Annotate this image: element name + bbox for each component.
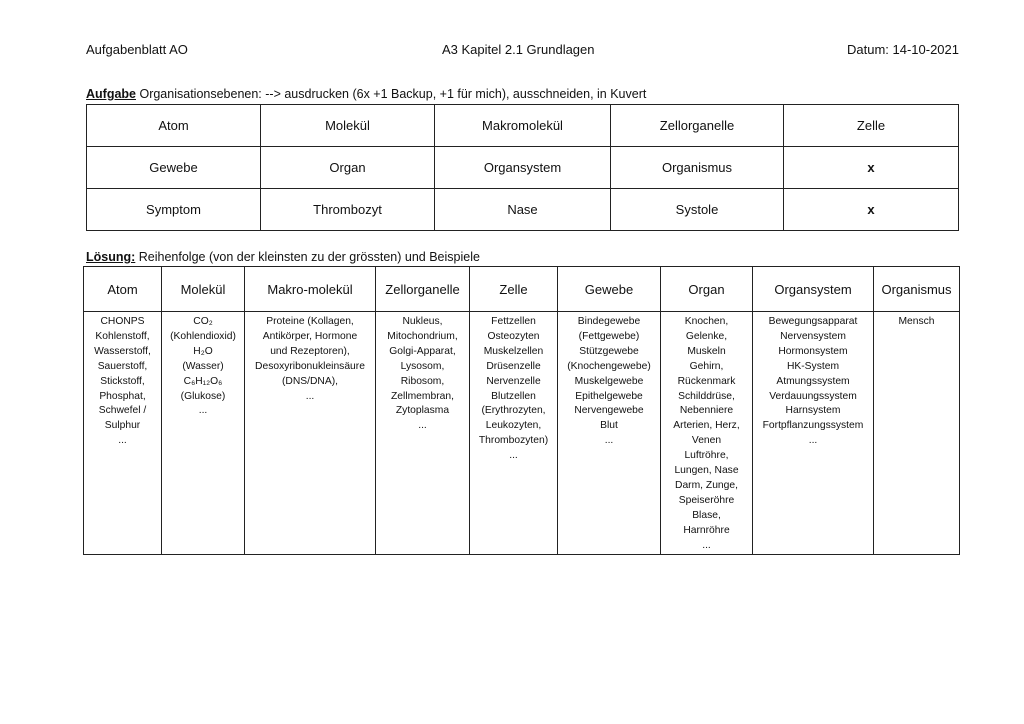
task-caption <box>86 87 646 101</box>
solution-header-cell: Organsystem <box>753 267 874 312</box>
example-line: Thrombozyten) <box>478 435 549 447</box>
example-line: Blut <box>600 420 618 432</box>
solution-header-cell: Organismus <box>874 267 960 312</box>
solution-examples-cell <box>753 312 874 555</box>
task-cell: Zellorganelle <box>611 105 784 147</box>
solution-examples-cell <box>470 312 558 555</box>
solution-examples-cell <box>558 312 661 555</box>
example-line: und Rezeptoren), <box>270 345 350 357</box>
example-line: Bewegungsapparat <box>768 316 858 327</box>
example-line: HK-System <box>786 360 840 372</box>
example-line: C₆H₁₂O₆ <box>183 375 223 387</box>
example-line: Nervenzelle <box>486 375 541 387</box>
task-cell: Nase <box>435 189 611 231</box>
example-line: Nervensystem <box>780 330 846 342</box>
solution-examples-cell <box>376 312 470 555</box>
header-title: Aufgabenblatt AO <box>86 42 188 57</box>
task-row <box>87 189 959 231</box>
task-cell: Thrombozyt <box>261 189 435 231</box>
task-cell: Organsystem <box>435 147 611 189</box>
example-line: Leukozyten, <box>485 420 542 432</box>
solution-header-row <box>84 267 960 312</box>
example-line: ... <box>702 539 711 551</box>
example-line: Nervengewebe <box>574 405 644 417</box>
example-line: ... <box>604 435 614 447</box>
solution-label: Lösung: <box>86 250 136 264</box>
task-row <box>87 147 959 189</box>
example-line: Fortpflanzungssystem <box>762 420 864 432</box>
example-line: (Kohlendioxid) <box>170 330 236 342</box>
example-line: Speiseröhre <box>678 494 735 506</box>
example-line: Schwefel / <box>98 405 147 417</box>
example-line: Verdauungssystem <box>769 390 857 402</box>
solution-header-cell: Zelle <box>470 267 558 312</box>
example-line: (Glukose) <box>180 390 226 402</box>
example-line: Drüsenzelle <box>486 360 541 372</box>
solution-header-cell: Molekül <box>162 267 245 312</box>
example-line: Darm, Zunge, <box>675 479 738 491</box>
example-line: ... <box>118 435 127 447</box>
task-row <box>87 105 959 147</box>
example-line: (Erythrozyten, <box>481 405 546 417</box>
task-cell: Symptom <box>87 189 261 231</box>
example-line: Harnröhre <box>683 524 730 536</box>
example-line: Osteozyten <box>487 330 540 342</box>
example-line: (Wasser) <box>182 360 224 372</box>
example-line: Muskelgewebe <box>574 375 644 387</box>
header-date: Datum: 14-10-2021 <box>846 42 959 57</box>
task-text: Organisationsebenen: --> ausdrucken (6x +1 Backup, +1 für mich), ausschneiden, in Kuvert <box>136 87 647 101</box>
task-cell: Gewebe <box>87 147 261 189</box>
example-line: Epithelgewebe <box>575 390 643 402</box>
example-line: Lungen, Nase <box>674 465 739 477</box>
example-line: Muskeln <box>687 345 726 357</box>
example-line: Zellmembran, <box>391 390 454 402</box>
solution-table <box>83 266 960 555</box>
example-line: Proteine (Kollagen, <box>266 316 354 327</box>
task-cell: Atom <box>87 105 261 147</box>
example-line: Desoxyribonukleinsäure <box>255 360 365 372</box>
task-cell: x <box>784 147 959 189</box>
solution-examples-cell <box>162 312 245 555</box>
example-line: (Knochengewebe) <box>567 360 651 372</box>
example-line: Zytoplasma <box>395 405 450 417</box>
example-line: Knochen, <box>684 316 729 327</box>
example-line: Sulphur <box>104 420 141 432</box>
solution-header-cell: Zellorganelle <box>376 267 470 312</box>
example-line: Bindegewebe <box>577 316 641 327</box>
example-line: Rückenmark <box>677 375 736 387</box>
example-line: Wasserstoff, <box>94 345 151 357</box>
task-cell: x <box>784 189 959 231</box>
example-line: ... <box>418 420 427 432</box>
example-line: Arterien, Herz, <box>673 420 740 432</box>
task-label: Aufgabe <box>86 87 136 101</box>
example-line: Blase, <box>692 509 721 521</box>
solution-header-cell: Organ <box>661 267 753 312</box>
solution-examples-row <box>84 312 960 555</box>
example-line: Gehirn, <box>689 360 724 372</box>
task-cell: Organ <box>261 147 435 189</box>
task-cell: Organismus <box>611 147 784 189</box>
example-line: ... <box>305 390 315 402</box>
solution-examples-cell <box>874 312 960 555</box>
example-line: Blutzellen <box>491 390 536 402</box>
example-line: Stützgewebe <box>579 345 639 357</box>
example-line: Lysosom, <box>400 360 445 372</box>
header-chapter: A3 Kapitel 2.1 Grundlagen <box>442 42 595 57</box>
example-line: Stickstoff, <box>100 375 145 387</box>
solution-text: Reihenfolge (von der kleinsten zu der grössten) und Beispiele <box>135 250 480 264</box>
example-line: ... <box>808 435 818 447</box>
example-line: Luftröhre, <box>684 450 729 462</box>
solution-header-cell: Atom <box>84 267 162 312</box>
task-cell: Zelle <box>784 105 959 147</box>
example-line: Nukleus, <box>402 316 443 327</box>
solution-examples-cell <box>84 312 162 555</box>
example-line: Muskelzellen <box>483 345 544 357</box>
task-cell: Molekül <box>261 105 435 147</box>
example-line: Gelenke, <box>685 330 728 342</box>
example-line: Golgi-Apparat, <box>389 345 456 357</box>
example-line: Antikörper, Hormone <box>262 330 358 342</box>
example-line: ... <box>198 405 208 417</box>
example-line: (DNS/DNA), <box>281 375 339 387</box>
example-line: Ribosom, <box>400 375 445 387</box>
example-line: CO₂ <box>193 316 213 327</box>
solution-header-cell: Makro-molekül <box>245 267 376 312</box>
example-line: ... <box>509 450 518 462</box>
example-line: Nebenniere <box>679 405 734 417</box>
solution-examples-cell <box>245 312 376 555</box>
example-line: Harnsystem <box>785 405 841 417</box>
task-table <box>86 104 959 231</box>
example-line: Mensch <box>898 316 935 327</box>
example-line: Phosphat, <box>99 390 146 402</box>
solution-header-cell: Gewebe <box>558 267 661 312</box>
example-line: H₂O <box>193 345 213 357</box>
example-line: Kohlenstoff, <box>95 330 150 342</box>
example-line: Atmungssystem <box>776 375 850 387</box>
example-line: Mitochondrium, <box>387 330 458 342</box>
solution-examples-cell <box>661 312 753 555</box>
example-line: Hormonsystem <box>778 345 848 357</box>
solution-caption <box>86 250 480 264</box>
example-line: Venen <box>691 435 722 447</box>
example-line: (Fettgewebe) <box>578 330 640 342</box>
page-header <box>86 42 959 62</box>
task-cell: Makromolekül <box>435 105 611 147</box>
task-cell: Systole <box>611 189 784 231</box>
example-line: CHONPS <box>100 316 145 327</box>
example-line: Fettzellen <box>491 316 536 327</box>
example-line: Sauerstoff, <box>97 360 148 372</box>
example-line: Schilddrüse, <box>678 390 735 402</box>
